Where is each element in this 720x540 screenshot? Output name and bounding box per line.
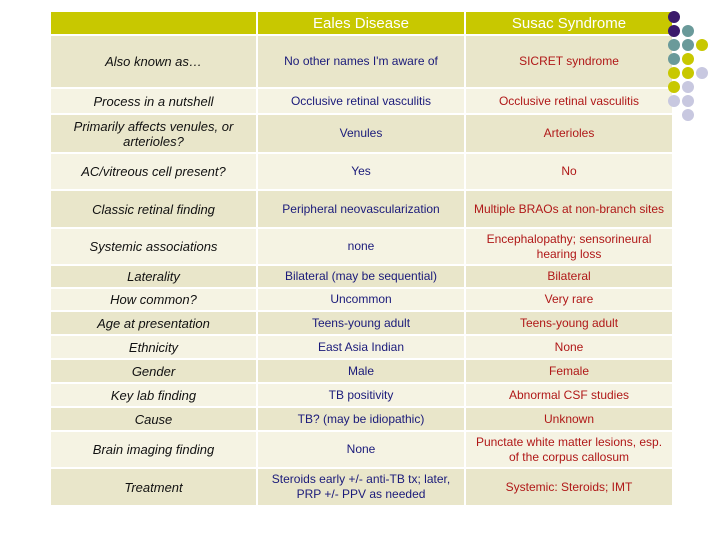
eales-cell: Venules (257, 114, 465, 153)
dot-teal (668, 53, 680, 65)
row-label: Cause (50, 407, 257, 431)
susac-cell: Multiple BRAOs at non-branch sites (465, 190, 673, 228)
eales-cell: East Asia Indian (257, 335, 465, 359)
row-label: Laterality (50, 265, 257, 288)
eales-cell: none (257, 228, 465, 265)
susac-cell: Female (465, 359, 673, 383)
eales-cell: TB positivity (257, 383, 465, 407)
susac-cell: Occlusive retinal vasculitis (465, 88, 673, 114)
row-label: Ethnicity (50, 335, 257, 359)
row-label: Systemic associations (50, 228, 257, 265)
susac-cell: Arterioles (465, 114, 673, 153)
row-label: Also known as… (50, 35, 257, 88)
dot-yellow (696, 39, 708, 51)
eales-cell: Steroids early +/- anti-TB tx; later, PRP +/- PPV as needed (257, 468, 465, 506)
eales-cell: Uncommon (257, 288, 465, 311)
header-row (50, 11, 673, 35)
comparison-table (49, 10, 674, 507)
table-row (50, 335, 673, 359)
header-blank (50, 11, 257, 35)
eales-cell: No other names I'm aware of (257, 35, 465, 88)
dot-lavender (682, 81, 694, 93)
table-row (50, 88, 673, 114)
eales-cell: Peripheral neovascularization (257, 190, 465, 228)
dot-teal (682, 39, 694, 51)
susac-cell: Encephalopathy; sensorineural hearing loss (465, 228, 673, 265)
row-label: How common? (50, 288, 257, 311)
table-row (50, 359, 673, 383)
dot-teal (668, 39, 680, 51)
susac-cell: No (465, 153, 673, 190)
table-row (50, 311, 673, 335)
table-row (50, 228, 673, 265)
susac-cell: Teens-young adult (465, 311, 673, 335)
susac-cell: Bilateral (465, 265, 673, 288)
susac-cell: Abnormal CSF studies (465, 383, 673, 407)
dot-lavender (668, 95, 680, 107)
eales-cell: Male (257, 359, 465, 383)
row-label: Age at presentation (50, 311, 257, 335)
eales-cell: Bilateral (may be sequential) (257, 265, 465, 288)
row-label: Key lab finding (50, 383, 257, 407)
dot-teal (682, 25, 694, 37)
table-row (50, 407, 673, 431)
table-row (50, 288, 673, 311)
eales-cell: Occlusive retinal vasculitis (257, 88, 465, 114)
eales-cell: TB? (may be idiopathic) (257, 407, 465, 431)
eales-cell: Teens-young adult (257, 311, 465, 335)
header-susac: Susac Syndrome (465, 11, 673, 35)
table-row (50, 431, 673, 468)
table-row (50, 35, 673, 88)
row-label: Treatment (50, 468, 257, 506)
table-row (50, 114, 673, 153)
table-row (50, 265, 673, 288)
row-label: Gender (50, 359, 257, 383)
row-label: Primarily affects venules, or arterioles? (50, 114, 257, 153)
dot-yellow (682, 67, 694, 79)
dot-yellow (682, 53, 694, 65)
eales-cell: None (257, 431, 465, 468)
dot-yellow (668, 81, 680, 93)
table-row (50, 190, 673, 228)
row-label: Classic retinal finding (50, 190, 257, 228)
dot-purple (668, 25, 680, 37)
row-label: Brain imaging finding (50, 431, 257, 468)
table-row (50, 383, 673, 407)
eales-cell: Yes (257, 153, 465, 190)
dot-lavender (682, 95, 694, 107)
dot-lavender (682, 109, 694, 121)
row-label: Process in a nutshell (50, 88, 257, 114)
header-eales: Eales Disease (257, 11, 465, 35)
susac-cell: Very rare (465, 288, 673, 311)
table-row (50, 468, 673, 506)
susac-cell: SICRET syndrome (465, 35, 673, 88)
dot-lavender (696, 67, 708, 79)
susac-cell: Unknown (465, 407, 673, 431)
susac-cell: Punctate white matter lesions, esp. of the corpus callosum (465, 431, 673, 468)
susac-cell: Systemic: Steroids; IMT (465, 468, 673, 506)
row-label: AC/vitreous cell present? (50, 153, 257, 190)
dot-purple (668, 11, 680, 23)
dot-yellow (668, 67, 680, 79)
susac-cell: None (465, 335, 673, 359)
table-row (50, 153, 673, 190)
